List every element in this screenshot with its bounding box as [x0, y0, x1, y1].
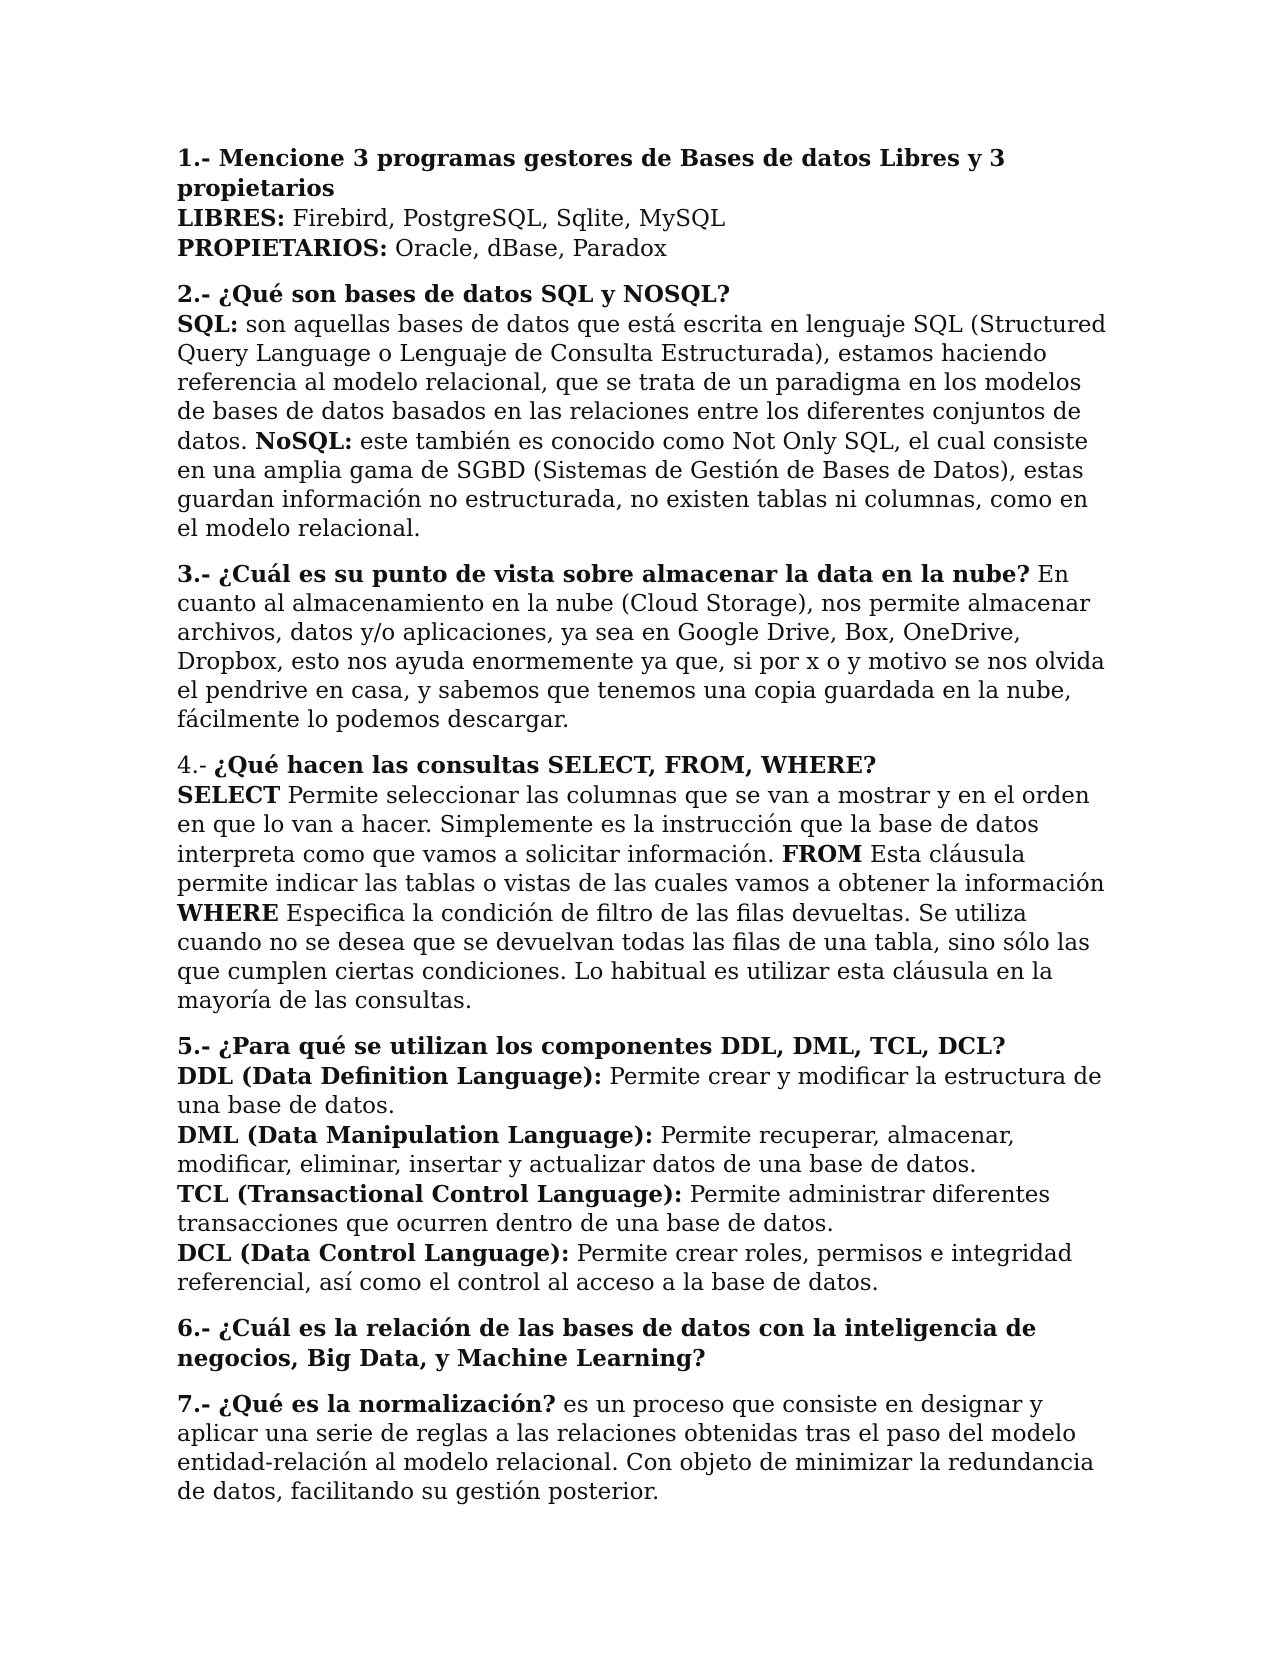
- answer-tcl: [177, 1180, 1107, 1239]
- section-1: [177, 144, 1107, 264]
- dml-label: DML (Data Manipulation Language):: [177, 1122, 654, 1149]
- document-page: [177, 144, 1107, 1523]
- question-6-text: 6.- ¿Cuál es la relación de las bases de datos con la inteligencia de negocios, Big Data, y Machine Learning?: [177, 1315, 1037, 1372]
- dml-text: Permite recuperar, almacenar, modificar, eliminar, insertar y actualizar datos de una base de datos.: [177, 1123, 1015, 1178]
- question-1: [177, 144, 1107, 204]
- section-7: [177, 1390, 1107, 1507]
- answer-ddl: [177, 1062, 1107, 1121]
- libres-text: Firebird, PostgreSQL, Sqlite, MySQL: [285, 206, 726, 232]
- from-label: FROM: [781, 841, 863, 868]
- select-label: SELECT: [177, 782, 281, 809]
- answer-dcl: [177, 1239, 1107, 1298]
- answer-propietarios: [177, 234, 1107, 264]
- question-2-text: 2.- ¿Qué son bases de datos SQL y NOSQL?: [177, 281, 731, 308]
- propietarios-text: Oracle, dBase, Paradox: [387, 236, 667, 262]
- tcl-label: TCL (Transactional Control Language):: [177, 1181, 683, 1208]
- section-3: [177, 560, 1107, 735]
- answer-7-text: es un proceso que consiste en designar y aplicar una serie de reglas a las relaciones obtenidas tras el paso del modelo entidad-relación al modelo relacional. Con objeto de minimizar la redundancia de datos, facilitando su gestión posterior.: [177, 1392, 1095, 1505]
- ddl-text: Permite crear y modificar la estructura de una base de datos.: [177, 1064, 1102, 1119]
- nosql-text: este también es conocido como Not Only SQL, el cual consiste en una amplia gama de SGBD (Sistemas de Gestión de Bases de Datos), estas guardan información no estructurada, no existen tablas ni columnas, como en el modelo relacional.: [177, 429, 1089, 542]
- dcl-text: Permite crear roles, permisos e integridad referencial, así como el control al acceso a la base de datos.: [177, 1241, 1073, 1296]
- question-3: [177, 560, 1107, 735]
- section-2: [177, 280, 1107, 544]
- sql-label: SQL:: [177, 311, 239, 338]
- answer-libres: [177, 204, 1107, 234]
- nosql-label: NoSQL:: [254, 428, 353, 455]
- from-text: Esta cláusula permite indicar las tablas o vistas de las cuales vamos a obtener la información: [177, 842, 1105, 897]
- question-3-text: 3.- ¿Cuál es su punto de vista sobre almacenar la data en la nube?: [177, 561, 1030, 588]
- select-text: Permite seleccionar las columnas que se van a mostrar y en el orden en que lo van a hacer. Simplemente es la instrucción que la base de datos interpreta como que vamos a solicitar información.: [177, 783, 1090, 868]
- question-6: [177, 1314, 1107, 1374]
- question-4: [177, 751, 1107, 781]
- section-4: [177, 751, 1107, 1016]
- answer-4: [177, 781, 1107, 1016]
- section-6: [177, 1314, 1107, 1374]
- question-5-text: 5.- ¿Para qué se utilizan los componentes DDL, DML, TCL, DCL?: [177, 1033, 1006, 1060]
- question-7-text: 7.- ¿Qué es la normalización?: [177, 1391, 556, 1418]
- answer-2: [177, 310, 1107, 544]
- dcl-label: DCL (Data Control Language):: [177, 1240, 570, 1267]
- answer-3-text: En cuanto al almacenamiento en la nube (Cloud Storage), nos permite almacenar archivos, datos y/o aplicaciones, ya sea en Google Drive, Box, OneDrive, Dropbox, esto nos ayuda enormemente ya que, si por x o y motivo se nos olvida el pendrive en casa, y sabemos que tenemos una copia guardada en la nube, fácilmente lo podemos descargar.: [177, 562, 1105, 733]
- ddl-label: DDL (Data Definition Language):: [177, 1063, 603, 1090]
- answer-dml: [177, 1121, 1107, 1180]
- sql-text: son aquellas bases de datos que está escrita en lenguaje SQL (Structured Query Language o Lenguaje de Consulta Estructurada), estamos haciendo referencia al modelo relacional, que se trata de un paradigma en los modelos de bases de datos basados en las relaciones entre los diferentes conjuntos de datos.: [177, 312, 1107, 455]
- where-label: WHERE: [177, 900, 279, 927]
- where-text: Especifica la condición de filtro de las filas devueltas. Se utiliza cuando no se desea que se devuelvan todas las filas de una tabla, sino sólo las que cumplen ciertas condiciones. Lo habitual es utilizar esta cláusula en la mayoría de las consultas.: [177, 901, 1090, 1014]
- section-5: [177, 1032, 1107, 1298]
- propietarios-label: PROPIETARIOS:: [177, 235, 388, 262]
- question-1-text: 1.- Mencione 3 programas gestores de Bases de datos Libres y 3 propietarios: [177, 145, 1006, 202]
- question-4-number: 4.-: [177, 753, 215, 779]
- libres-label: LIBRES:: [177, 205, 286, 232]
- question-2: [177, 280, 1107, 310]
- question-5: [177, 1032, 1107, 1062]
- tcl-text: Permite administrar diferentes transacciones que ocurren dentro de una base de datos.: [177, 1182, 1051, 1237]
- question-7: [177, 1390, 1107, 1507]
- question-4-text: ¿Qué hacen las consultas SELECT, FROM, WHERE?: [214, 752, 877, 779]
